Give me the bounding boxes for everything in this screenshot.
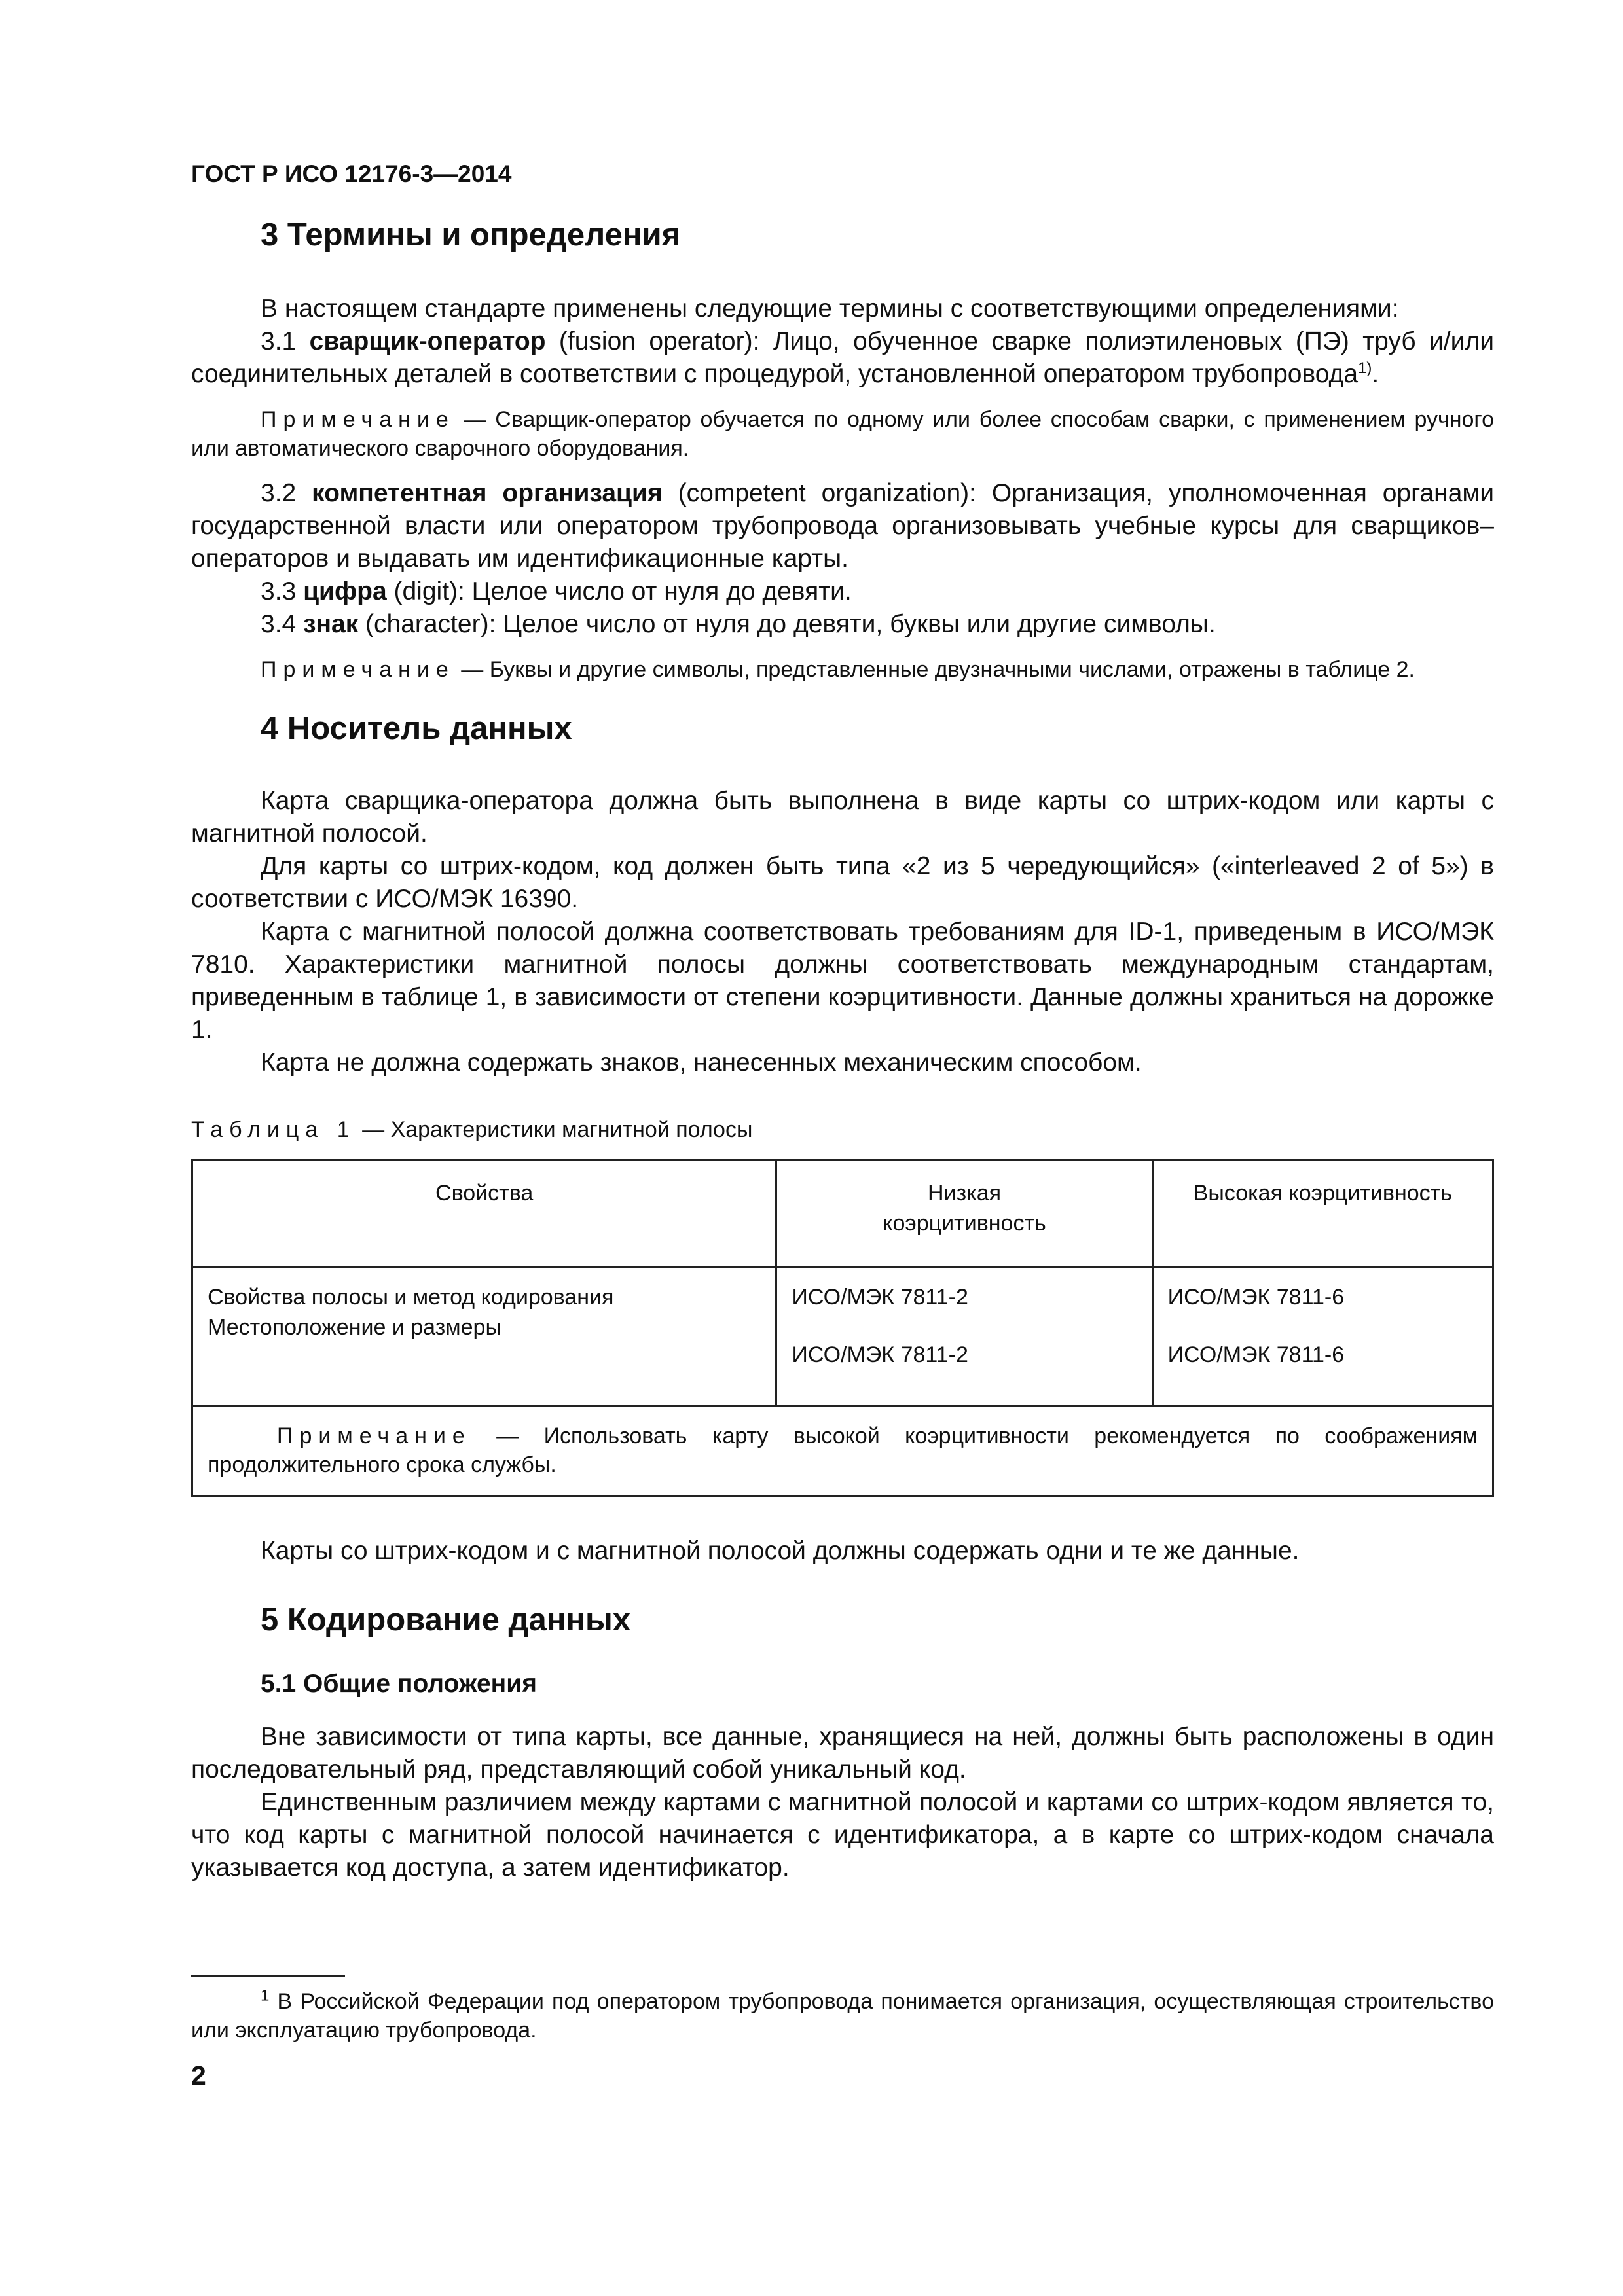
- row-label: Свойства полосы и метод кодирования: [208, 1285, 614, 1310]
- footnote: [191, 1987, 1494, 2045]
- table-header-cell: [776, 1160, 1152, 1267]
- table-cell-properties: [192, 1267, 776, 1407]
- section-4-heading: 4 Носитель данных: [261, 711, 572, 746]
- term-number: 3.4: [261, 610, 304, 638]
- note-label: Примечание: [277, 1424, 471, 1448]
- header-text: Низкая коэрцитивность: [883, 1181, 1046, 1236]
- term-3-3: [191, 575, 1494, 608]
- term-definition: (digit): Целое число от нуля до девяти.: [386, 577, 852, 605]
- section-4-paragraph: Карта с магнитной полосой должна соответствовать требованиям для ID-1, приведеным в ИСО/МЭК 7810. Характеристики магнитной полосы должны соответствовать международным стандартам, приведенным в таблице 1, в зависимости от степени коэрцитивности. Данные должны храниться на дорожке 1.: [191, 918, 1494, 1044]
- table-row: [192, 1267, 1493, 1407]
- note-label: Примечание: [261, 657, 455, 682]
- term-name: знак: [303, 610, 359, 638]
- term-3-2: [191, 477, 1494, 575]
- row-label: Местоположение и размеры: [208, 1315, 501, 1340]
- section-3-intro: В настоящем стандарте применены следующие термины с соответствующими определениями:: [261, 295, 1399, 323]
- section-5-heading: 5 Кодирование данных: [261, 1602, 631, 1638]
- page-content: [191, 160, 1494, 1884]
- footnote-separator: [191, 1975, 345, 1977]
- footnote-mark: 1: [261, 1986, 270, 2005]
- term-number: 3.1: [261, 327, 310, 355]
- note-2: [191, 655, 1494, 684]
- note-1: [191, 405, 1494, 463]
- term-definition: (fusion operator): Лицо, обученное сварке полиэтиленовых (ПЭ) труб и/или соединительных деталей в соответствии с процедурой, установленной оператором трубопровода: [191, 327, 1494, 388]
- cell-value: ИСО/МЭК 7811-2: [792, 1285, 968, 1310]
- cell-value: ИСО/МЭК 7811-2: [792, 1342, 968, 1367]
- section-4-paragraph: Карта сварщика-оператора должна быть выполнена в виде карты со штрих-кодом или карты с магнитной полосой.: [191, 787, 1494, 848]
- term-name: цифра: [303, 577, 387, 605]
- term-definition: (competent organization): Организация, уполномоченная органами государственной власти или оператором трубопровода организовывать учебные курсы для сварщиков–операторов и выдавать им идентификационные карты.: [191, 479, 1494, 573]
- running-head: ГОСТ Р ИСО 12176-3—2014: [191, 160, 512, 187]
- subsection-5-1-heading: 5.1 Общие положения: [261, 1670, 537, 1698]
- table-header-cell: Свойства: [192, 1160, 776, 1267]
- table-note-row: [192, 1407, 1493, 1496]
- note-label: Примечание: [261, 407, 455, 432]
- term-number: 3.3: [261, 577, 304, 605]
- section-3-heading: 3 Термины и определения: [261, 217, 681, 253]
- section-5-1-paragraph: Вне зависимости от типа карты, все данные, хранящиеся на ней, должны быть расположены в один последовательный ряд, представляющий собой уникальный код.: [191, 1723, 1494, 1784]
- section-4-paragraph: Карты со штрих-кодом и с магнитной полосой должны содержать одни и те же данные.: [261, 1537, 1300, 1565]
- table-note: [192, 1407, 1493, 1496]
- note-text: — Использовать карту высокой коэрцитивности рекомендуется по соображениям продолжительного срока службы.: [208, 1424, 1478, 1477]
- table-header-cell: Высокая коэрцитивность: [1152, 1160, 1493, 1267]
- table-1: [191, 1159, 1494, 1497]
- term-definition: (character): Целое число от нуля до девяти, буквы или другие символы.: [358, 610, 1216, 638]
- table-cell-high: [1152, 1267, 1493, 1407]
- footnote-text: В Российской Федерации под оператором трубопровода понимается организация, осуществляющая строительство или эксплуатацию трубопровода.: [191, 1989, 1494, 2043]
- term-name: компетентная организация: [312, 479, 663, 507]
- table-header-row: [192, 1160, 1493, 1267]
- section-5-1-paragraph: Единственным различием между картами с магнитной полосой и картами со штрих-кодом является то, что код карты с магнитной полосой начинается с идентификатора, а в карте со штрих-кодом сначала указывается код доступа, а затем идентификатор.: [191, 1788, 1494, 1882]
- table-cell-low: [776, 1267, 1152, 1407]
- note-text: — Буквы и другие символы, представленные двузначными числами, отражены в таблице 2.: [454, 657, 1415, 682]
- page-number: 2: [191, 2060, 206, 2090]
- cell-value: ИСО/МЭК 7811-6: [1167, 1285, 1345, 1310]
- table-caption-label: Таблица 1: [191, 1117, 356, 1142]
- note-text: — Сварщик-оператор обучается по одному или более способам сварки, с применением ручного или автоматического сварочного оборудования.: [191, 407, 1494, 461]
- footnote-ref[interactable]: 1): [1358, 359, 1372, 377]
- term-3-4: [191, 608, 1494, 641]
- cell-value: ИСО/МЭК 7811-6: [1167, 1342, 1345, 1367]
- term-3-1: [191, 325, 1494, 391]
- section-4-paragraph: Для карты со штрих-кодом, код должен быть типа «2 из 5 чередующийся» («interleaved 2 of 5») в соответствии с ИСО/МЭК 16390.: [191, 852, 1494, 913]
- term-tail: .: [1372, 360, 1379, 388]
- term-number: 3.2: [261, 479, 312, 507]
- section-4-paragraph: Карта не должна содержать знаков, нанесенных механическим способом.: [261, 1049, 1142, 1077]
- table-caption-text: — Характеристики магнитной полосы: [356, 1117, 753, 1142]
- table-1-caption: [191, 1113, 1494, 1146]
- term-name: сварщик-оператор: [309, 327, 546, 355]
